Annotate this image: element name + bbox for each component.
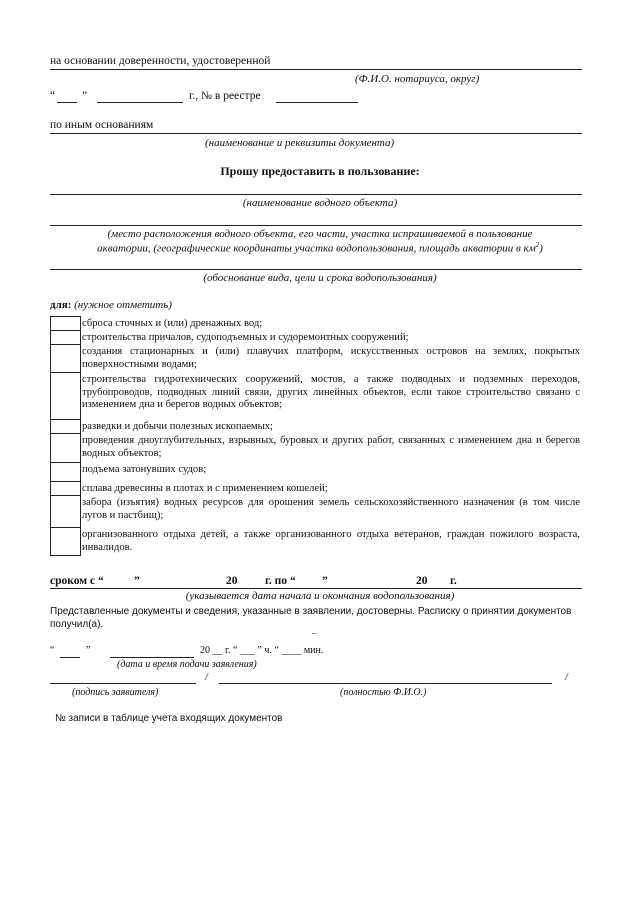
water-object-caption: (наименование водного объекта): [242, 197, 398, 209]
registry-note: № записи в таблице учета входящих документов: [55, 713, 283, 724]
purpose-checkbox-area-5[interactable]: [51, 420, 79, 433]
location-line[interactable]: [50, 225, 582, 226]
purpose-label-row: для: (нужное отметить): [50, 299, 172, 311]
submission-date-open: “: [50, 645, 55, 656]
justification-caption: (обоснование вида, цели и срока водопользования): [203, 272, 437, 284]
notary-caption: (Ф.И.О. нотариуса, округ): [355, 73, 480, 85]
purpose-checkbox-area-9[interactable]: [51, 496, 79, 527]
purpose-option-2: строительства причалов, судоподъемных и судоремонтных сооружений;: [82, 332, 409, 343]
term-fill-line[interactable]: [50, 588, 582, 589]
term-end-g: г.: [450, 575, 457, 587]
day-fill-line[interactable]: [57, 102, 77, 103]
date-quote-open: “: [50, 90, 56, 102]
submission-date-close: ”: [86, 645, 91, 656]
proxy-fill-line[interactable]: [50, 69, 582, 70]
signature-line[interactable]: [50, 683, 196, 684]
date-quote-close: ”: [82, 90, 88, 102]
purpose-option-5: разведки и добычи полезных ископаемых;: [82, 421, 273, 432]
fullname-line[interactable]: [219, 683, 552, 684]
request-heading: Прошу предоставить в пользование:: [220, 164, 420, 178]
term-caption: (указывается дата начала и окончания водопользования): [185, 590, 455, 602]
term-end-year-prefix: 20: [416, 575, 428, 587]
purpose-checkbox-area-10[interactable]: [51, 528, 79, 555]
other-grounds-fill-line[interactable]: [50, 133, 582, 134]
term-end-label: г. по “: [265, 575, 296, 587]
fullname-caption: (полностью Ф.И.О.): [340, 687, 427, 698]
purpose-checkbox-area-1[interactable]: [51, 317, 79, 330]
purpose-option-8: сплава древесины в плотах и с применением кошелей;: [82, 483, 328, 494]
purpose-checkbox-area-8[interactable]: [51, 482, 79, 495]
declaration-text: Представленные документы и сведения, указанные в заявлении, достоверны. Расписку о принятии документов получил(а).: [50, 606, 572, 630]
justification-line[interactable]: [50, 269, 582, 270]
term-end-quote-close: ”: [322, 575, 328, 587]
location-caption-2: акватории, (географические координаты участка водопользования, площадь акватории в $км^2$): [97, 241, 543, 255]
purpose-option-9: забора (изъятия) водных ресурсов для орошения земель сельскохозяйственного назначения (в том числе лугов и пастбищ);: [82, 497, 580, 521]
month-fill-line[interactable]: [97, 102, 183, 103]
signature-caption: (подпись заявителя): [72, 687, 159, 698]
signature-slash-right: /: [565, 672, 568, 683]
purpose-checkbox-area-7[interactable]: [51, 463, 79, 481]
purpose-option-4: строительства гидротехнических сооружений, мостов, а также подводных и подземных переходов, трубопроводов, подводных линий связи, других линейных объектов, если такое строительство связано с изменением дна и берегов водных объектов;: [82, 374, 580, 411]
registry-fill-line[interactable]: [276, 102, 358, 103]
submission-day-line[interactable]: [60, 657, 80, 658]
purpose-checkbox-area-6[interactable]: [51, 434, 79, 462]
term-label: сроком с “: [50, 575, 104, 587]
submission-date-caption: (дата и время подачи заявления): [117, 659, 257, 670]
term-start-year-prefix: 20: [226, 575, 238, 587]
other-grounds-label: по иным основаниям: [50, 119, 154, 131]
purpose-option-3: создания стационарных и (или) плавучих платформ, искусственных островов на землях, покрытых поверхностными водами;: [82, 346, 580, 370]
purpose-option-6: проведения дноуглубительных, взрывных, буровых и других работ, связанных с изменением дна и берегов водных объектов;: [82, 435, 580, 459]
purpose-checkbox-area-4[interactable]: [51, 373, 79, 419]
declaration-dash: –: [312, 628, 317, 638]
submission-date-time-line: 20 __ г. “ ___ ” ч. “ ____ мин.: [200, 645, 324, 656]
purpose-option-10: организованного отдыха детей, а также организованного отдыха ветеранов, граждан пожилого возраста, инвалидов.: [82, 529, 580, 553]
purpose-checkbox-area-2[interactable]: [51, 331, 79, 344]
document-caption: (наименование и реквизиты документа): [205, 137, 395, 149]
registry-label: г., № в реестре: [189, 90, 261, 102]
proxy-line-label: на основании доверенности, удостоверенной: [50, 55, 271, 67]
purpose-checkbox-10[interactable]: [50, 555, 80, 556]
purpose-checkbox-area-3[interactable]: [51, 345, 79, 372]
location-caption-1: (место расположения водного объекта, его части, участка испрашиваемой в пользование: [107, 228, 533, 240]
submission-month-line[interactable]: [110, 657, 194, 658]
water-object-line[interactable]: [50, 194, 582, 195]
term-quote-close: ”: [134, 575, 140, 587]
signature-slash-left: /: [205, 672, 208, 683]
purpose-option-1: сброса сточных и (или) дренажных вод;: [82, 318, 263, 329]
purpose-option-7: подъема затонувших судов;: [82, 464, 207, 475]
